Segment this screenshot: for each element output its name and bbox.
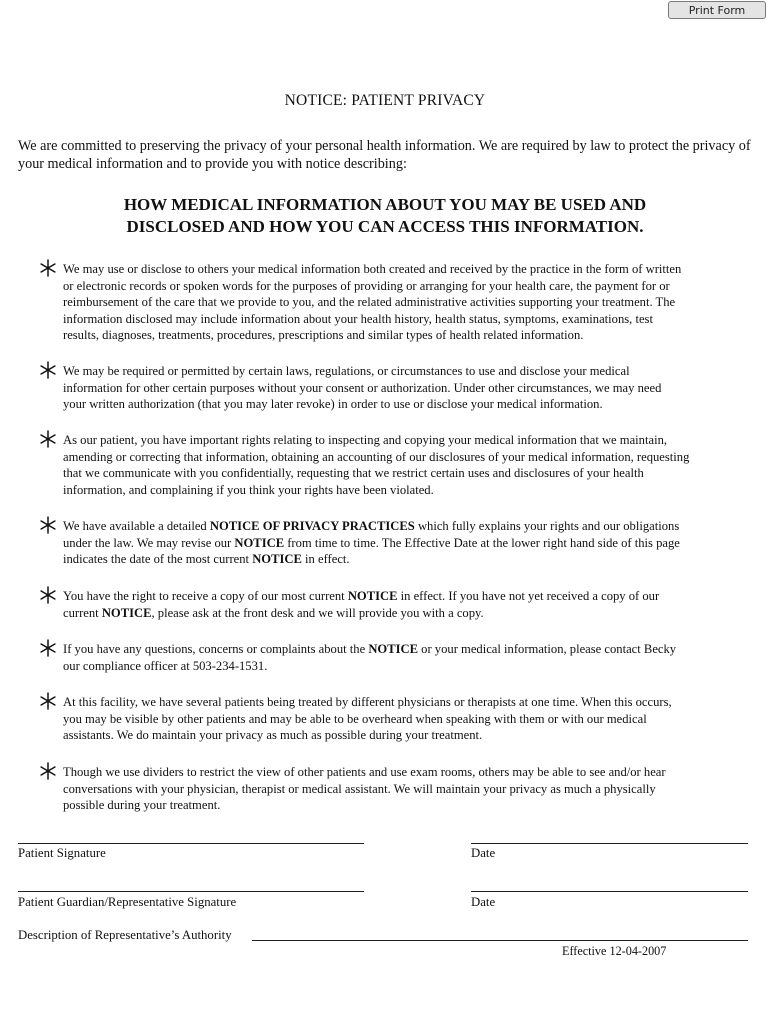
bullet-text: [40, 432, 762, 498]
bullet-line: We may use or disclose to others your medical information both created and received by the practice in the form of written: [63, 262, 682, 276]
asterisk-icon: [38, 585, 58, 605]
asterisk-icon: [38, 691, 58, 711]
bullet-text: [40, 641, 762, 674]
intro-paragraph: We are committed to preserving the privacy of your personal health information. We are required by law to protect the privacy of your medical information and to provide you with notice describing:: [18, 138, 751, 172]
date-label-2: Date: [471, 895, 496, 909]
bullet-text: [40, 764, 762, 814]
bullet-text: [40, 694, 762, 744]
bullet-line: At this facility, we have several patients being treated by different physicians or therapists at one time. When this occurs,: [63, 695, 672, 709]
bullet-item: [40, 432, 762, 498]
bullet-line: indicates the date of the most current NOTICE in effect.: [63, 552, 350, 567]
bullet-line: Though we use dividers to restrict the view of other patients and use exam rooms, others may be able to see and/or hear: [63, 765, 666, 779]
bullet-line: or electronic records or spoken words for the purposes of providing or arranging for your health care, the payment for or: [63, 278, 670, 293]
guardian-signature-label: Patient Guardian/Representative Signature: [18, 895, 237, 909]
bullet-text: [40, 518, 762, 568]
asterisk-icon: [38, 515, 58, 535]
bullet-line: You have the right to receive a copy of our most current NOTICE in effect. If you have not yet received a copy of our: [63, 589, 660, 603]
bullet-line: amending or correcting that information, obtaining an accounting of our disclosures of your medical information, requesting: [63, 449, 690, 464]
heading-line-1: HOW MEDICAL INFORMATION ABOUT YOU MAY BE USED AND: [123, 195, 647, 214]
bullet-text: [40, 363, 762, 413]
bullet-line: We may be required or permitted by certain laws, regulations, or circumstances to use and disclose your medical: [63, 364, 630, 378]
asterisk-icon: [38, 638, 58, 658]
bullet-text: [40, 588, 762, 621]
asterisk-icon: [38, 360, 58, 380]
authority-line[interactable]: [252, 940, 748, 941]
bullet-line: your written authorization (that you may later revoke) in order to use or disclose your medical information.: [63, 397, 603, 412]
asterisk-icon: [38, 258, 58, 278]
asterisk-icon: [38, 429, 58, 449]
bullet-line: information for other certain purposes without your consent or authorization. Under other circumstances, we may need: [63, 380, 662, 395]
authority-label: Description of Representative’s Authority: [18, 928, 232, 942]
bullet-item: [40, 588, 762, 621]
bullet-line: under the law. We may revise our NOTICE from time to time. The Effective Date at the lower right hand side of this page: [63, 535, 680, 550]
page-title: NOTICE: PATIENT PRIVACY: [284, 92, 486, 109]
bullet-line: current NOTICE, please ask at the front desk and we will provide you with a copy.: [63, 605, 484, 620]
bullet-line: possible during your treatment.: [63, 798, 221, 813]
bullet-line: information disclosed may include information about your health history, health status, symptoms, examinations, test: [63, 311, 653, 326]
bullet-item: [40, 764, 762, 814]
bullet-line: our compliance officer at 503-234-1531.: [63, 658, 268, 673]
bullet-item: [40, 363, 762, 413]
print-form-button[interactable]: Print Form: [668, 1, 766, 19]
bullet-text: [40, 261, 762, 344]
bullet-line: results, diagnoses, treatments, procedures, prescriptions and similar types of health related information.: [63, 328, 584, 343]
guardian-signature-line[interactable]: [18, 891, 364, 892]
date-line-2[interactable]: [471, 891, 748, 892]
date-label-1: Date: [471, 846, 496, 860]
bullet-line: conversations with your physician, therapist or medical assistant. We will maintain your privacy as much a physically: [63, 781, 656, 796]
bullet-item: [40, 518, 762, 568]
bullet-item: [40, 641, 762, 674]
bullet-line: If you have any questions, concerns or complaints about the NOTICE or your medical information, please contact Becky: [63, 642, 677, 656]
date-line-1[interactable]: [471, 843, 748, 844]
effective-date: Effective 12-04-2007: [562, 944, 667, 958]
bullet-line: you may be visible by other patients and may be able to be overheard when speaking with them or with our medical: [63, 711, 647, 726]
bullet-line: As our patient, you have important rights relating to inspecting and copying your medical information that we maintain,: [63, 433, 668, 447]
bullet-item: [40, 694, 762, 744]
bullet-line: reimbursement of the care that we provide to you, and the related administrative activities supporting your treatment. The: [63, 295, 676, 310]
patient-signature-line[interactable]: [18, 843, 364, 844]
bullet-line: assistants. We do maintain your privacy as much as possible during your treatment.: [63, 728, 483, 743]
bullet-line: that we communicate with you confidentially, requesting that we restrict certain uses and disclosures of your health: [63, 466, 644, 481]
patient-signature-label: Patient Signature: [18, 846, 106, 860]
bullet-line: information, and complaining if you think your rights have been violated.: [63, 482, 434, 497]
section-heading: [0, 194, 770, 238]
bullet-line: We have available a detailed NOTICE OF PRIVACY PRACTICES which fully explains your rights and our obligations: [63, 519, 680, 533]
heading-line-2: DISCLOSED AND HOW YOU CAN ACCESS THIS INFORMATION.: [126, 217, 644, 236]
bullet-item: [40, 261, 762, 344]
asterisk-icon: [38, 761, 58, 781]
